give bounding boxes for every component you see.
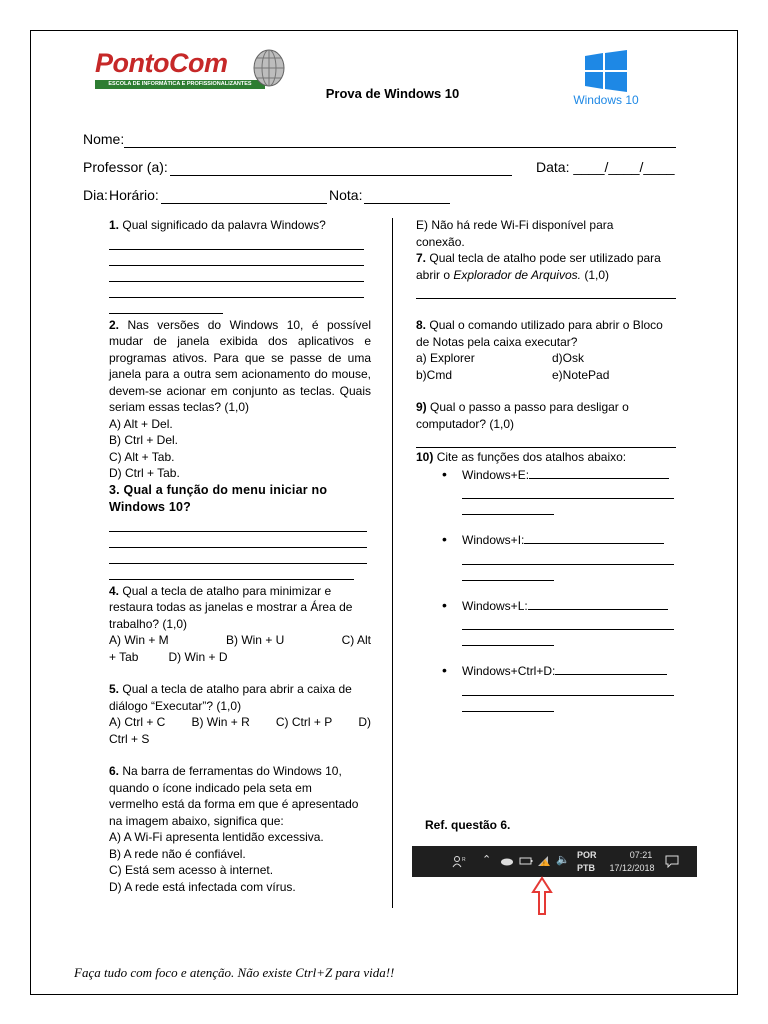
q6-option-d: D) A rede está infectada com vírus.	[109, 879, 296, 894]
nome-line	[124, 147, 676, 148]
question-2: 2. Nas versões do Windows 10, é possível mudar de janela exibida dos aplicativos e programas ativos. Para que se passe de uma janela para a outra sem acionamento do mouse, devem-se acionar em conjunto as teclas. Quais seriam essas teclas? (1,0)	[109, 317, 371, 414]
q6-option-a: A) A Wi-Fi apresenta lentidão excessiva.	[109, 830, 324, 844]
answer-line	[416, 283, 676, 299]
question-9: 9) Qual o passo a passo para desligar o computador? (1,0)	[416, 400, 629, 431]
column-divider	[392, 218, 393, 908]
answer-line	[109, 564, 354, 580]
clock-date: 17/12/2018	[609, 863, 655, 873]
question-1: 1. Qual significado da palavra Windows?	[109, 218, 326, 232]
horario-label: Horário:	[109, 187, 159, 203]
question-8: 8. Qual o comando utilizado para abrir o Bloco de Notas pela caixa executar?	[416, 318, 663, 349]
professor-label: Professor (a):	[83, 159, 168, 175]
notification-icon	[665, 854, 679, 868]
nota-line	[364, 203, 450, 204]
q2-option-b: B) Ctrl + Del.	[109, 433, 179, 447]
q5-option-a: A) Ctrl + C	[109, 715, 166, 729]
answer-line	[416, 432, 676, 448]
answer-line	[109, 298, 223, 314]
language-code: POR	[577, 850, 597, 860]
shortcut-lines	[462, 483, 678, 515]
right-column	[416, 217, 678, 712]
q2-option-a: A) Alt + Del.	[109, 416, 173, 431]
q5-option-b: B) Win + R	[191, 715, 250, 729]
volume-muted-icon: 🔈	[556, 854, 570, 866]
dia-label: Dia:	[83, 187, 108, 203]
answer-line	[109, 516, 367, 532]
q5-option-d-text: Ctrl + S	[109, 731, 150, 746]
footer-motto: Faça tudo com foco e atenção. Não existe Ctrl+Z para vida!!	[74, 965, 395, 980]
red-arrow-icon	[531, 876, 553, 916]
q4-options-row-2: + Tab D) Win + D	[109, 649, 228, 664]
q4-option-c: C) Alt	[341, 633, 371, 647]
wifi-warning-icon	[537, 855, 551, 867]
chevron-up-icon: ⌃	[482, 854, 492, 866]
logo-tagline: ESCOLA DE INFORMÁTICA E PROFISSIONALIZANTES	[95, 80, 265, 89]
globe-icon	[253, 48, 285, 88]
windows-label: Windows 10	[573, 93, 639, 107]
question-4: 4. Qual a tecla de atalho para minimizar e restaura todas as janelas e mostrar a Área de trabalho? (1,0)	[109, 583, 353, 631]
q5-option-d: D)	[358, 715, 371, 729]
logo-text: PontoCom	[95, 48, 228, 78]
clock-time: 07:21	[629, 850, 653, 860]
cloud-icon	[500, 856, 514, 866]
horario-line	[161, 203, 327, 204]
shortcut-item: • Windows+E:	[416, 466, 678, 484]
answer-line	[109, 532, 367, 548]
people-icon	[452, 855, 466, 869]
reference-label: Ref. questão 6.	[425, 818, 511, 832]
question-7: 7. Qual tecla de atalho pode ser utilizado para abrir o Explorador de Arquivos. (1,0)	[416, 251, 661, 282]
answer-line	[109, 266, 364, 282]
nota-label: Nota:	[329, 187, 363, 203]
data-label: Data: ____/____/____	[536, 159, 675, 175]
question-10: 10) Cite as funções dos atalhos abaixo:	[416, 450, 627, 464]
q8-options-row-1: a) Explorer d)Osk	[416, 351, 585, 365]
nome-label: Nome:	[83, 131, 125, 147]
question-6: 6. Na barra de ferramentas do Windows 10, quando o ícone indicado pela seta em vermelho está da forma em que é apresentado na imagem abaixo, significa que:	[109, 764, 359, 828]
q5-options-row	[109, 714, 371, 731]
shortcut-lines	[462, 680, 678, 712]
shortcut-item: • Windows+L:	[416, 597, 678, 615]
battery-icon	[519, 856, 533, 866]
keyboard-layout: PTB	[577, 863, 595, 873]
q6-option-c: C) Está sem acesso à internet.	[109, 863, 274, 877]
shortcut-item: • Windows+Ctrl+D:	[416, 662, 678, 680]
left-column	[109, 217, 371, 895]
exam-title: Prova de Windows 10	[325, 86, 460, 101]
answer-line	[109, 548, 367, 564]
q4-options-row	[109, 632, 371, 649]
taskbar-screenshot	[412, 846, 697, 877]
q6-option-e: E) Não há rede Wi-Fi disponível para conexão.	[416, 218, 614, 249]
q5-option-c: C) Ctrl + P	[275, 715, 333, 729]
svg-text:R: R	[462, 857, 466, 863]
answer-line	[109, 250, 364, 266]
q2-option-c: C) Alt + Tab.	[109, 449, 175, 464]
answer-line	[109, 234, 364, 250]
professor-line	[170, 175, 512, 176]
answer-line	[109, 282, 364, 298]
shortcut-lines	[462, 549, 678, 581]
question-5: 5. Qual a tecla de atalho para abrir a caixa de diálogo “Executar”? (1,0)	[109, 682, 352, 713]
q2-option-d: D) Ctrl + Tab.	[109, 466, 180, 480]
windows-logo-icon	[585, 50, 627, 92]
shortcut-item: • Windows+I:	[416, 531, 678, 549]
svg-text:!: !	[543, 861, 545, 867]
question-3: 3. Qual a função do menu iniciar no Windows 10?	[109, 482, 328, 514]
q4-option-a: A) Win + M	[109, 633, 169, 647]
shortcut-lines	[462, 614, 678, 646]
q8-options-row-2: b)Cmd e)NotePad	[416, 367, 610, 382]
school-logo	[95, 48, 285, 98]
q4-option-b: B) Win + U	[225, 633, 285, 647]
q6-option-b: B) A rede não é confiável.	[109, 846, 246, 861]
